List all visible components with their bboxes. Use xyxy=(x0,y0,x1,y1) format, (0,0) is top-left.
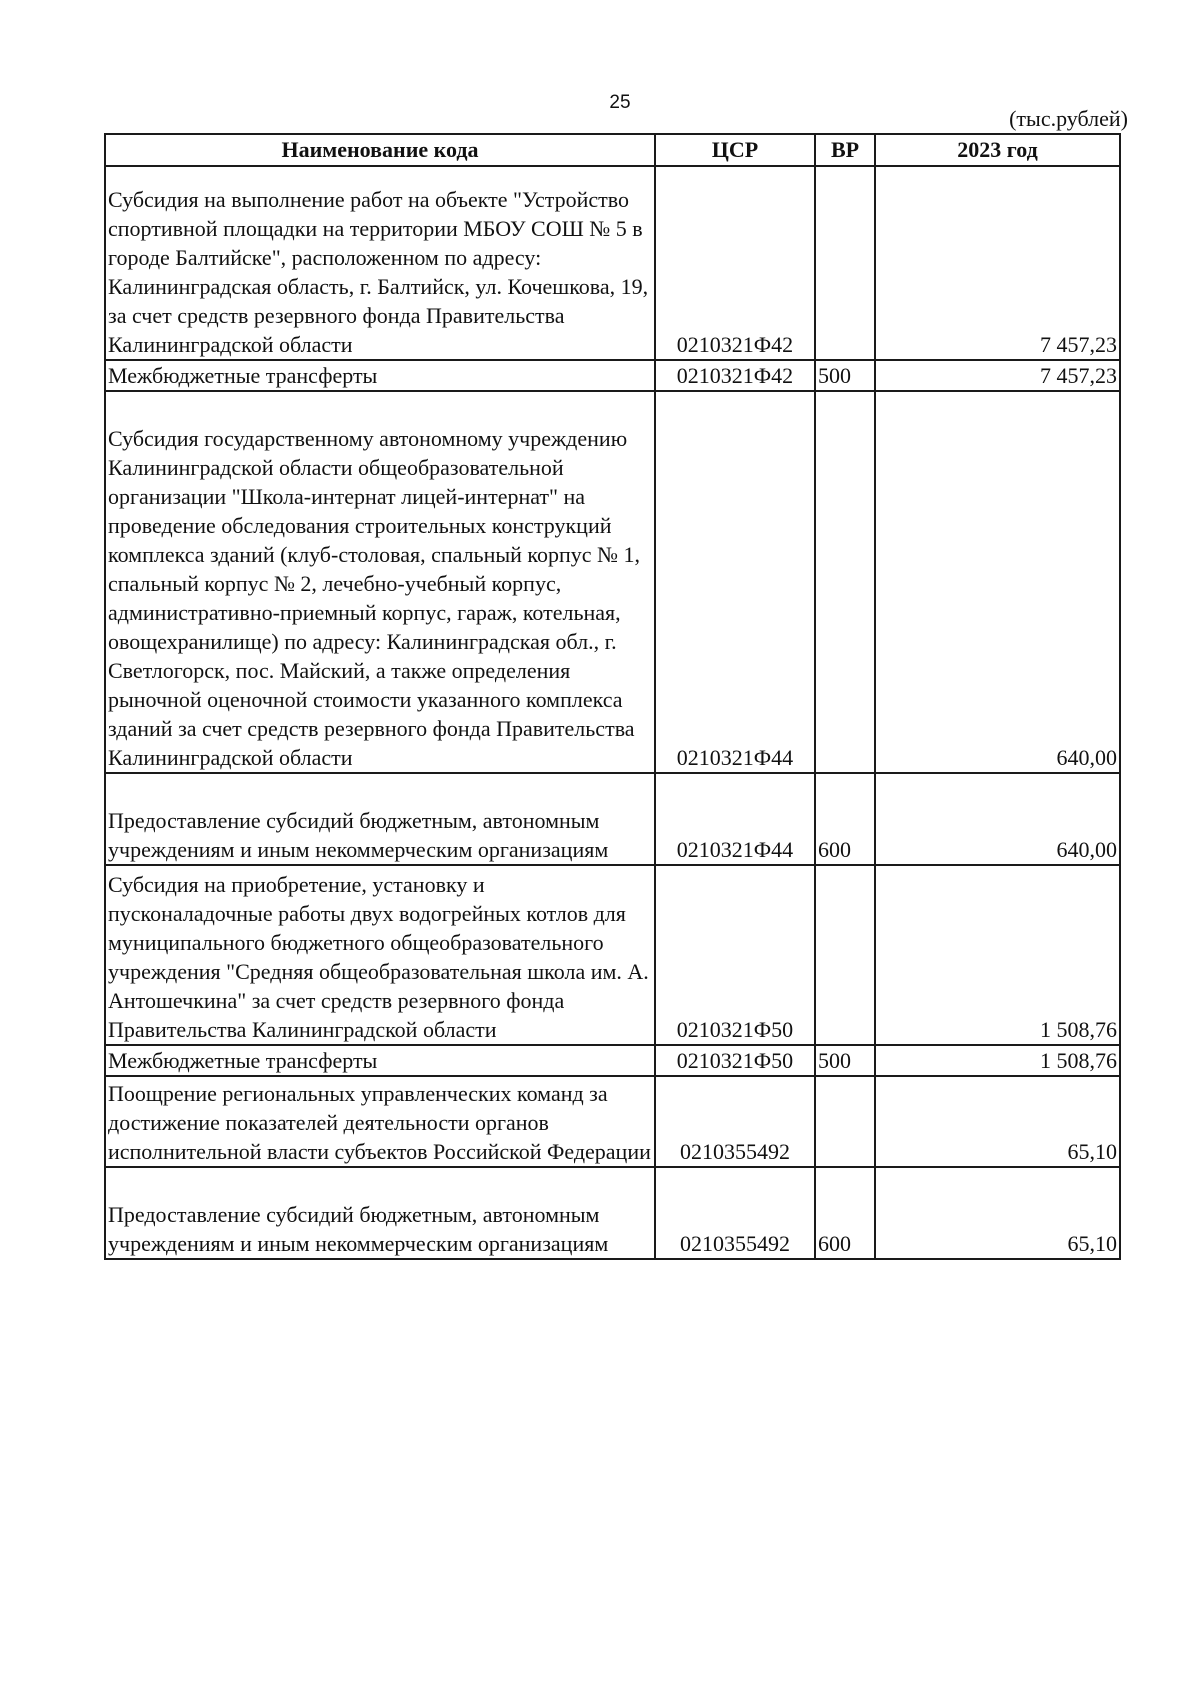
row-amount: 7 457,23 xyxy=(875,166,1120,360)
table-row xyxy=(105,865,1120,1045)
row-csr: 0210321Ф42 xyxy=(655,360,815,391)
row-name: Предоставление субсидий бюджетным, автономным учреждениям и иным некоммерческим организациям xyxy=(108,808,609,862)
units-label: (тыс.рублей) xyxy=(1009,106,1128,131)
row-name: Субсидия государственному автономному учреждению Калининградской области общеобразовательной организации "Школа-интернат лицей-интернат" на проведение обследования строительных конструкций комплекса зданий (клуб-столовая, спальный корпус № 1, спальный корпус № 2, лечебно-учебный корпус, административно-приемный корпус, гараж, котельная, овощехранилище) по адресу: Калининградская обл., г. Светлогорск, пос. Майский, а также определения рыночной оценочной стоимости указанного комплекса зданий за счет средств резервного фонда Правительства Калининградской области xyxy=(108,426,641,770)
row-vr: 500 xyxy=(815,360,875,391)
row-name: Субсидия на выполнение работ на объекте "Устройство спортивной площадки на территории МБОУ СОШ № 5 в городе Балтийске", расположенном по адресу: Калининградская область, г. Балтийск, ул. Кочешкова, 19, за счет средств резервного фонда Правительства Калининградской области xyxy=(108,187,649,357)
row-name-cell xyxy=(105,1167,655,1259)
row-vr xyxy=(815,166,875,360)
row-csr: 0210321Ф42 xyxy=(655,166,815,360)
row-name: Межбюджетные трансферты xyxy=(105,1045,655,1076)
row-csr: 0210321Ф50 xyxy=(655,865,815,1045)
row-csr: 0210321Ф44 xyxy=(655,391,815,773)
row-vr xyxy=(815,391,875,773)
row-vr xyxy=(815,865,875,1045)
row-csr: 0210355492 xyxy=(655,1167,815,1259)
budget-table xyxy=(104,133,1121,1260)
column-header-name: Наименование кода xyxy=(105,134,655,166)
table-row xyxy=(105,773,1120,865)
row-name: Межбюджетные трансферты xyxy=(105,360,655,391)
row-amount: 65,10 xyxy=(875,1076,1120,1167)
row-amount: 640,00 xyxy=(875,773,1120,865)
row-name-cell xyxy=(105,391,655,773)
row-amount: 7 457,23 xyxy=(875,360,1120,391)
table-header-row xyxy=(105,134,1120,166)
row-amount: 65,10 xyxy=(875,1167,1120,1259)
row-name-cell xyxy=(105,773,655,865)
row-name-cell xyxy=(105,1076,655,1167)
row-csr: 0210355492 xyxy=(655,1076,815,1167)
row-name: Субсидия на приобретение, установку и пусконаладочные работы двух водогрейных котлов для муниципального бюджетного общеобразовательного учреждения "Средняя общеобразовательная школа им. А. Антошечкина" за счет средств резервного фонда Правительства Калининградской области xyxy=(108,872,649,1042)
row-csr: 0210321Ф44 xyxy=(655,773,815,865)
column-header-vr: ВР xyxy=(815,134,875,166)
row-amount: 1 508,76 xyxy=(875,865,1120,1045)
column-header-amount: 2023 год xyxy=(875,134,1120,166)
row-name-cell xyxy=(105,865,655,1045)
column-header-csr: ЦСР xyxy=(655,134,815,166)
table-row xyxy=(105,1076,1120,1167)
row-vr: 600 xyxy=(815,1167,875,1259)
table-row xyxy=(105,391,1120,773)
page-number: 25 xyxy=(609,92,631,113)
row-name: Поощрение региональных управленческих команд за достижение показателей деятельности органов исполнительной власти субъектов Российской Федерации xyxy=(108,1081,651,1164)
table-row xyxy=(105,1045,1120,1076)
row-csr: 0210321Ф50 xyxy=(655,1045,815,1076)
table-row xyxy=(105,166,1120,360)
row-name: Предоставление субсидий бюджетным, автономным учреждениям и иным некоммерческим организациям xyxy=(108,1202,609,1256)
row-vr xyxy=(815,1076,875,1167)
row-vr: 600 xyxy=(815,773,875,865)
table-row xyxy=(105,360,1120,391)
row-amount: 1 508,76 xyxy=(875,1045,1120,1076)
row-name-cell xyxy=(105,166,655,360)
row-vr: 500 xyxy=(815,1045,875,1076)
table-row xyxy=(105,1167,1120,1259)
row-amount: 640,00 xyxy=(875,391,1120,773)
